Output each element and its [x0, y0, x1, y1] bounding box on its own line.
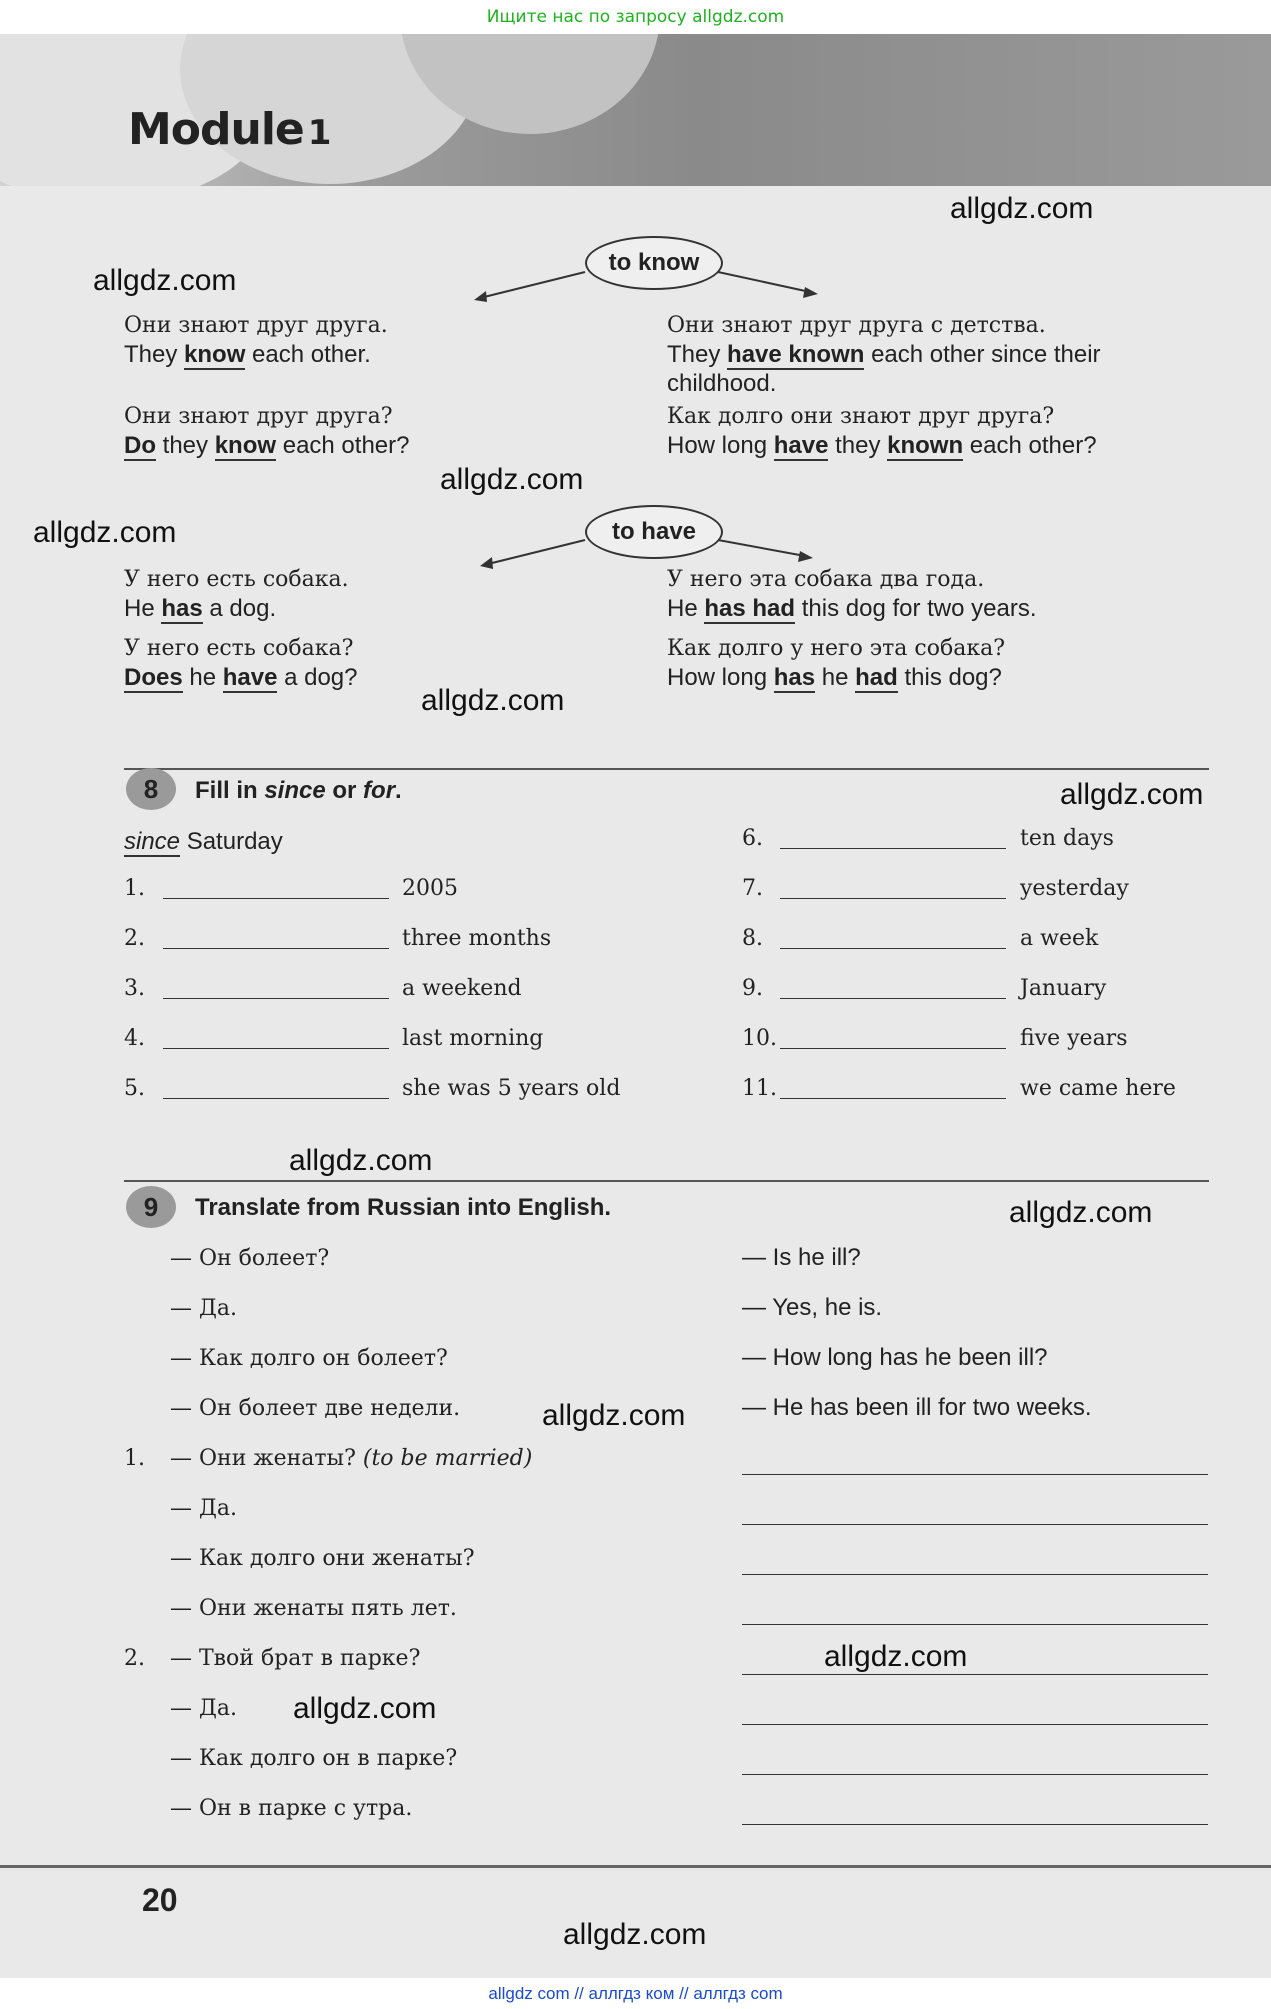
- watermark: allgdz.com: [440, 463, 584, 496]
- ex8-answer-blank[interactable]: [163, 898, 389, 899]
- ex9-task1-line: — Они женаты пять лет.: [170, 1596, 457, 1621]
- ex8-answer-blank[interactable]: [780, 998, 1006, 999]
- watermark: allgdz.com: [563, 1918, 707, 1951]
- ex8-example: since Saturday: [124, 828, 283, 855]
- know-right-ru-2: Как долго они знают друг друга?: [667, 404, 1055, 429]
- footer-banner[interactable]: allgdz com // аллгдз ком // аллгдз com: [0, 1978, 1271, 2009]
- module-title: [128, 104, 330, 155]
- know-left-ru-1: Они знают друг друга.: [124, 313, 388, 338]
- ex9-answer-line[interactable]: [742, 1524, 1208, 1525]
- ex8-item-number: 8.: [742, 926, 763, 951]
- ex8-item-text: five years: [1020, 1026, 1128, 1051]
- watermark: allgdz.com: [542, 1399, 686, 1432]
- ex9-task2-line: — Твой брат в парке?: [170, 1646, 421, 1671]
- ex9-task1-line: — Да.: [170, 1496, 237, 1521]
- ex9-answer-line[interactable]: [742, 1824, 1208, 1825]
- ex8-item-number: 3.: [124, 976, 145, 1001]
- ex8-item-number: 5.: [124, 1076, 145, 1101]
- ex8-item-number: 6.: [742, 826, 763, 851]
- ex8-item-text: three months: [402, 926, 552, 951]
- ex9-task2-line: — Как долго он в парке?: [170, 1746, 458, 1771]
- ex8-item-number: 11.: [742, 1076, 777, 1101]
- ex8-item-number: 4.: [124, 1026, 145, 1051]
- know-right-en-1b: childhood.: [667, 370, 777, 397]
- ex9-example-en: — How long has he been ill?: [742, 1344, 1048, 1371]
- ex9-rule: [124, 1180, 1209, 1182]
- ex8-item-text: she was 5 years old: [402, 1076, 621, 1101]
- ex8-answer-blank[interactable]: [780, 898, 1006, 899]
- ex9-number: 9: [126, 1186, 176, 1228]
- know-right-ru-1: Они знают друг друга с детства.: [667, 313, 1046, 338]
- ex9-task2-line: — Да.: [170, 1696, 237, 1721]
- ex8-answer-blank[interactable]: [163, 948, 389, 949]
- have-left-en-2: Does he have a dog?: [124, 664, 358, 691]
- ex9-answer-line[interactable]: [742, 1774, 1208, 1775]
- ex9-task-number: 1.: [124, 1446, 145, 1471]
- module-word: Module: [128, 104, 304, 155]
- ex9-example-ru: — Да.: [170, 1296, 237, 1321]
- ex9-task2-line: — Он в парке с утра.: [170, 1796, 413, 1821]
- bottom-rule: [0, 1865, 1271, 1868]
- ex8-item-text: we came here: [1020, 1076, 1176, 1101]
- ex9-task-number: 2.: [124, 1646, 145, 1671]
- watermark: allgdz.com: [293, 1692, 437, 1725]
- bubble-to-have: to have: [585, 505, 723, 559]
- ex8-item-number: 1.: [124, 876, 145, 901]
- ex8-answer-blank[interactable]: [163, 998, 389, 999]
- have-left-en-1: He has a dog.: [124, 595, 277, 622]
- ex9-answer-line[interactable]: [742, 1474, 1208, 1475]
- module-number: 1: [307, 113, 331, 153]
- ex9-example-en: — Yes, he is.: [742, 1294, 883, 1321]
- watermark: allgdz.com: [950, 192, 1094, 225]
- ex9-answer-line[interactable]: [742, 1574, 1208, 1575]
- ex9-task1-hint: (to be married): [362, 1446, 533, 1471]
- ex8-answer-blank[interactable]: [163, 1098, 389, 1099]
- ex8-title: Fill in since or for.: [195, 777, 402, 804]
- know-left-en-2: Do they know each other?: [124, 432, 410, 459]
- watermark: allgdz.com: [289, 1144, 433, 1177]
- ex9-example-ru: — Он болеет?: [170, 1246, 330, 1271]
- have-right-ru-2: Как долго у него эта собака?: [667, 636, 1005, 661]
- ex8-item-text: January: [1020, 976, 1107, 1001]
- ex8-answer-blank[interactable]: [163, 1048, 389, 1049]
- have-right-en-1: He has had this dog for two years.: [667, 595, 1037, 622]
- ex8-answer-blank[interactable]: [780, 1048, 1006, 1049]
- ex8-item-text: a week: [1020, 926, 1099, 951]
- ex9-example-en: — Is he ill?: [742, 1244, 861, 1271]
- ex9-task1-line: [170, 1446, 532, 1471]
- watermark: allgdz.com: [824, 1640, 968, 1673]
- ex9-example-ru: — Он болеет две недели.: [170, 1396, 461, 1421]
- have-left-ru-1: У него есть собака.: [124, 567, 349, 592]
- ex8-answer-blank[interactable]: [780, 948, 1006, 949]
- ex8-item-number: 7.: [742, 876, 763, 901]
- ex9-title: Translate from Russian into English.: [195, 1194, 612, 1221]
- have-right-ru-1: У него эта собака два года.: [667, 567, 985, 592]
- ex8-item-text: 2005: [402, 876, 458, 901]
- ex8-item-text: a weekend: [402, 976, 522, 1001]
- ex8-item-number: 9.: [742, 976, 763, 1001]
- ex8-item-text: yesterday: [1020, 876, 1129, 901]
- ex9-answer-line[interactable]: [742, 1624, 1208, 1625]
- watermark: allgdz.com: [1009, 1196, 1153, 1229]
- ex8-item-number: 2.: [124, 926, 145, 951]
- page-number: 20: [142, 1882, 178, 1918]
- know-right-en-2: How long have they known each other?: [667, 432, 1097, 459]
- watermark: allgdz.com: [93, 264, 237, 297]
- ex9-example-ru: — Как долго он болеет?: [170, 1346, 448, 1371]
- ex8-number: 8: [126, 768, 176, 810]
- arrows-to-know: [460, 260, 840, 320]
- watermark: allgdz.com: [421, 684, 565, 717]
- ex9-example-en: — He has been ill for two weeks.: [742, 1394, 1092, 1421]
- have-right-en-2: How long has he had this dog?: [667, 664, 1002, 691]
- ex8-answer-blank[interactable]: [780, 848, 1006, 849]
- ex8-item-text: last morning: [402, 1026, 544, 1051]
- ex9-answer-line[interactable]: [742, 1674, 1208, 1675]
- know-right-en-1: They have known each other since their: [667, 341, 1101, 368]
- ex8-answer-blank[interactable]: [780, 1098, 1006, 1099]
- ex9-task1-question: — Они женаты?: [170, 1446, 363, 1471]
- bubble-to-know: to know: [585, 236, 723, 290]
- ex9-task1-line: — Как долго они женаты?: [170, 1546, 475, 1571]
- ex9-answer-line[interactable]: [742, 1724, 1208, 1725]
- watermark: allgdz.com: [1060, 778, 1204, 811]
- watermark: allgdz.com: [33, 516, 177, 549]
- ex8-item-number: 10.: [742, 1026, 777, 1051]
- ex8-rule: [124, 768, 1209, 770]
- know-left-en-1: They know each other.: [124, 341, 371, 368]
- ex8-item-text: ten days: [1020, 826, 1114, 851]
- have-left-ru-2: У него есть собака?: [124, 636, 354, 661]
- top-banner[interactable]: Ищите нас по запросу allgdz.com: [486, 7, 785, 27]
- know-left-ru-2: Они знают друг друга?: [124, 404, 393, 429]
